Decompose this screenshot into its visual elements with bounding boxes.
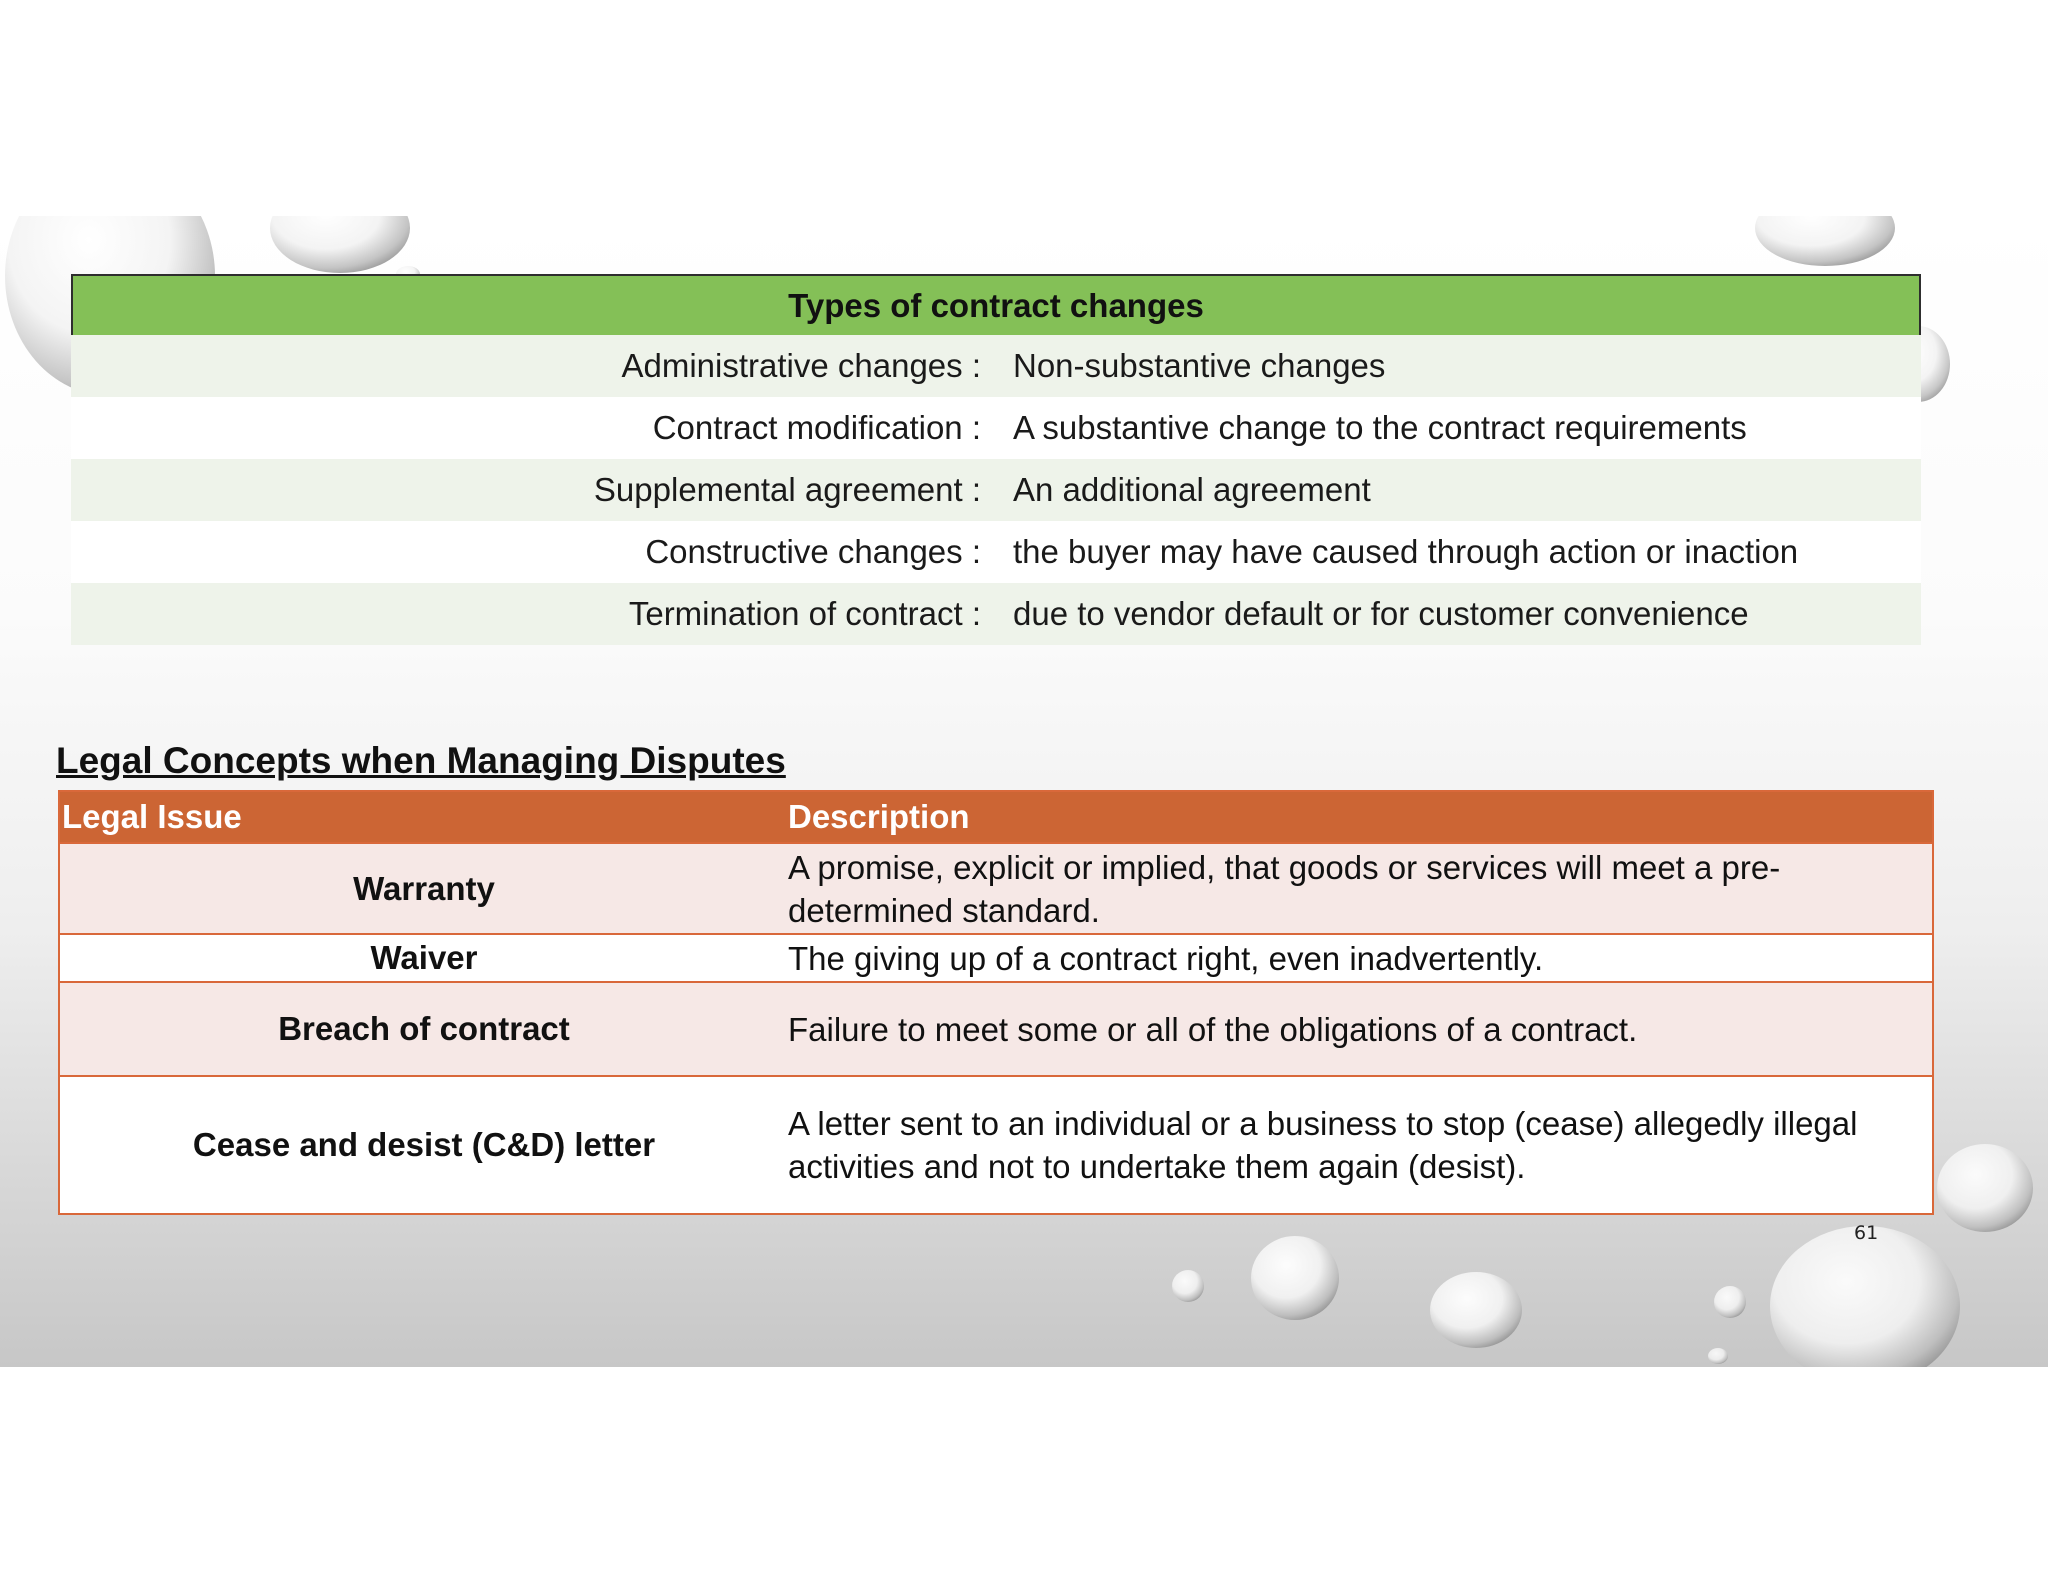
drop (1770, 1226, 1960, 1367)
change-type-label: Administrative changes : (621, 347, 981, 384)
table-row (60, 1075, 1932, 1213)
drop (1430, 1272, 1522, 1348)
drop (1708, 1348, 1728, 1364)
slide (0, 216, 2048, 1367)
legal-issue-cell: Warranty (353, 869, 495, 907)
contract-changes-table (71, 274, 1921, 645)
change-type-value: due to vendor default or for customer convenience (1013, 595, 1749, 632)
change-type-label: Contract modification : (652, 409, 981, 446)
page-number: 61 (1854, 1222, 1879, 1244)
legal-issue-cell: Cease and desist (C&D) letter (192, 1126, 656, 1163)
drop (1251, 1236, 1339, 1320)
change-type-value: A substantive change to the contract requirements (1013, 409, 1747, 446)
drop (270, 216, 410, 273)
contract-changes-title: Types of contract changes (71, 274, 1921, 335)
description-cell: A letter sent to an individual or a business to stop (cease) allegedly illegal activities and not to undertake them again (desist). (788, 1105, 1858, 1185)
drop (1172, 1270, 1204, 1302)
drop (1714, 1286, 1746, 1318)
table-row (71, 335, 1921, 397)
legal-concepts-heading: Legal Concepts when Managing Disputes (56, 740, 786, 781)
table-row (71, 459, 1921, 521)
table-row (71, 583, 1921, 645)
change-type-label: Termination of contract : (628, 595, 981, 632)
description-cell: The giving up of a contract right, even inadvertently. (788, 939, 1544, 977)
table-row (60, 842, 1932, 933)
column-header-description: Description (788, 798, 970, 835)
legal-concepts-table (58, 790, 1934, 1215)
drop (1937, 1144, 2033, 1232)
description-cell: A promise, explicit or implied, that goods or services will meet a pre-determined standard. (788, 848, 1781, 929)
table-row (60, 981, 1932, 1075)
legal-issue-cell: Waiver (370, 939, 478, 976)
table-row (60, 933, 1932, 981)
column-header-legal-issue: Legal Issue (62, 798, 242, 835)
table-header-row (60, 792, 1932, 842)
change-type-value: the buyer may have caused through action or inaction (1013, 533, 1799, 570)
change-type-label: Constructive changes : (645, 533, 981, 570)
change-type-value: An additional agreement (1013, 471, 1371, 508)
table-row (71, 521, 1921, 583)
change-type-label: Supplemental agreement : (593, 471, 981, 508)
legal-issue-cell: Breach of contract (278, 1010, 570, 1047)
table-row (71, 397, 1921, 459)
change-type-value: Non-substantive changes (1013, 347, 1386, 384)
drop (1755, 216, 1895, 266)
description-cell: Failure to meet some or all of the obligations of a contract. (788, 1010, 1638, 1048)
